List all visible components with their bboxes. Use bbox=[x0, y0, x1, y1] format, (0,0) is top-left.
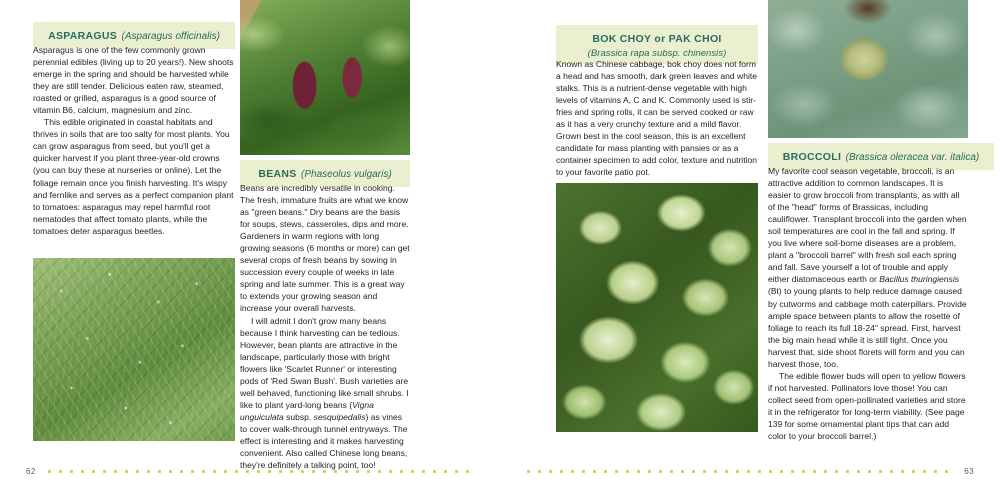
asparagus-paragraph-2: This edible originated in coastal habitats and thrives in soils that are too salty for most plants. You can grow asparagus from seed, but you'll get a quicker harvest if you plant three-year-old crowns (you can buy these at nurseries or online). Let the foliage remain once you finish harvesting. It's wispy and fernlike and serves as a perfect companion plant to tomatoes: asparagus may repel harmful root nematodes that affect tomato plants, while the tomatoes deter asparagus beetles. bbox=[33, 117, 234, 236]
beans-common-name: BEANS bbox=[258, 168, 297, 180]
beans-latin-name: (Phaseolus vulgaris) bbox=[301, 169, 392, 180]
page-number-left: 62 bbox=[26, 467, 36, 476]
asparagus-latin-name: (Asparagus officinalis) bbox=[121, 31, 220, 42]
bok-choy-photo bbox=[556, 183, 758, 432]
page-number-right: 63 bbox=[964, 467, 974, 476]
footer-dot-rule-right bbox=[527, 470, 952, 473]
broccoli-paragraph-1 bbox=[768, 165, 967, 370]
beans-vine-photo bbox=[240, 0, 410, 155]
asparagus-common-name: ASPARAGUS bbox=[48, 30, 118, 42]
beans-paragraph-2-part-c: ) as vines to cover walk-through tunnel entryways. The effect is interesting and it makes harvesting convenient. Also called Chinese long beans, they're definitely a talking point, too! bbox=[240, 411, 408, 471]
bok-choy-paragraph-1: Known as Chinese cabbage, bok choy does not form a head and has smooth, dark green leaves and white stalks. This is a nutrient-dense vegetable with high levels of vitamins A, C and K. Commonly used is stir-fries and spring rolls, it can be served cooked or raw as it has a very crunchy texture and a mild flavor. Grown best in the cool season, this is an excellent candidate for mass planting with pansies or as a container specimen to add color, texture and nutrition to your favorite patio pot. bbox=[556, 59, 757, 178]
beans-body bbox=[240, 182, 411, 471]
beans-paragraph-2-part-b: subsp. bbox=[283, 411, 314, 422]
broccoli-paragraph-2: The edible flower buds will open to yellow flowers if not harvested. Pollinators love those! You can collect seed from open-pollinated varieties and store it in the refrigerator for long-term viability. (See page 139 for some ornamental plant tips that can add color to your broccoli barrel.) bbox=[768, 370, 966, 442]
asparagus-body bbox=[33, 44, 236, 237]
broccoli-latin-name: (Brassica oleracea var. italica) bbox=[845, 152, 980, 163]
beans-latin-sesquipedalis: sesquipedalis bbox=[313, 411, 366, 422]
beans-latin-vigna: Vigna unguiculata bbox=[240, 399, 374, 422]
bok-choy-body bbox=[556, 58, 759, 178]
broccoli-latin-bacillus: Bacillus thuringiensis bbox=[879, 274, 959, 285]
footer-dot-rule-left bbox=[48, 470, 473, 473]
beans-paragraph-1: Beans are incredibly versatile in cooking. The fresh, immature fruits are what we know as "green beans." Dry beans are the basis for soups, stews, casseroles, dips and more. Gardeners in warm regions with long growing seasons (6 months or more) can get several crops of fresh beans by sowing in succession every couple of weeks in late spring and late summer. This is a great way to extends your growing season and increase your overall harvests. bbox=[240, 183, 410, 314]
bok-choy-common-name: BOK CHOY or PAK CHOI bbox=[592, 33, 722, 45]
asparagus-fern-photo bbox=[33, 258, 235, 441]
asparagus-paragraph-1: Asparagus is one of the few commonly grown perennial edibles (living up to 20 years!). New shoots emerge in the spring and should be harvested while they are still tender. Delicious eaten raw, steamed, roasted or grilled, asparagus is a good source of vitamin B6, calcium, magnesium and zinc. bbox=[33, 45, 234, 116]
broccoli-common-name: BROCCOLI bbox=[782, 151, 842, 163]
broccoli-paragraph-1-part-b: (Bt) to young plants to help reduce damage caused by cutworms and cabbage moth caterpillars. Provide ample space between plants to allow the rosette of foliage to reach its full 18-24" spread. First, harvest the big main head while it is still tight. Once you harvest that, side shoot florets will form and you can harvest those, too. bbox=[768, 286, 967, 369]
bok-choy-latin-name: (Brassica rapa subsp. chinensis) bbox=[587, 48, 727, 59]
right-page bbox=[500, 0, 1000, 500]
broccoli-body bbox=[768, 165, 967, 442]
broccoli-photo bbox=[768, 0, 968, 138]
broccoli-paragraph-1-part-a: My favorite cool season vegetable, broccoli, is an attractive addition to common landscapes. It is easier to grow broccoli from transplants, as with all of the "head" forms of Brassicas, including cauliflower. Transplant broccoli into the garden when soil temperatures are cool in the fall and spring. If you live where soil-borne diseases are a problem, plant a "broccoli barrel" with fresh soil each spring and fall. Save yourself a lot of trouble and apply either diatomaceous earth or bbox=[768, 166, 967, 285]
beans-paragraph-2-part-a: I will admit I don't grow many beans because I think harvesting can be tedious. However, bean plants are attractive in the landscape, particularly those with bright flowers like 'Scarlet Runner' or interesting pods of 'Red Swan Bush'. Bush varieties are well behaved, functioning like small shrubs. I like to plant yard-long beans ( bbox=[240, 315, 409, 410]
beans-paragraph-2 bbox=[240, 315, 411, 472]
